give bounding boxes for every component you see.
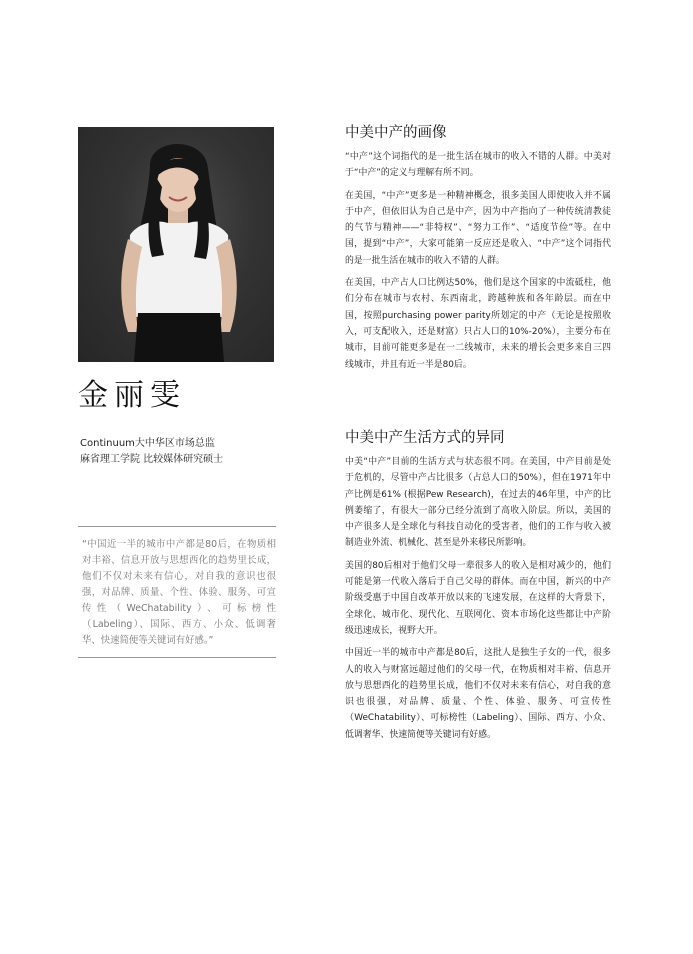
portrait-photo [78,127,274,362]
paragraph: 在美国，“中产”更多是一种精神概念，很多美国人即使收入并不属于中产，但依旧认为自己是中产，因为中产指向了一种传统清教徒的气节与精神——“非特权”、“努力工作”、“适度节俭”等。在中国，提到“中产”，大家可能第一反应还是收入、“中产”这个词指代的是一批生活在城市的收入不错的人群。 [345,190,611,266]
paragraph: 中国近一半的城市中产都是80后，这批人是独生子女的一代，很多人的收入与财富远超过他们的父母一代，在物质相对丰裕、信息开放与思想西化的趋势里长成，他们不仅对未来有信心，对自我的意识也很强，对品牌、质量、个性、体验、服务、可宣传性（WeChatability）、可标榜性（Labeling）、国际、西方、小众、低调奢华、快速简便等关键词有好感。 [345,648,611,740]
section-heading: 中美中产的画像 [345,125,447,141]
title-line-2: 麻省理工学院 比较媒体研究硕士 [80,454,224,465]
person-title [80,436,290,468]
section-portrait [345,123,611,379]
pull-quote-text: “中国近一半的城市中产都是80后，在物质相对丰裕、信息开放与思想西化的趋势里长成，他们不仅对未来有信心，对自我的意识也很强，对品牌、质量、个性、体验、服务、可宣传性（WeChatability）、可标榜性（Labeling）、国际、西方、小众、低调奢华、快速简便等关键词有好感。” [82,539,276,646]
portrait-illustration [78,127,274,362]
paragraph: 中美“中产”目前的生活方式与状态很不同。在美国，中产目前是处于危机的，尽管中产占比很多（占总人口的50%），但在1971年中产比例是61% (根据Pew Research)，在过去的46年里，中产的比例萎缩了，有很大一部分已经分流到了高收入阶层。所以，美国的中产很多人是全球化与科技自动化的受害者，他们的工作与收入被制造业外流、机械化、甚至是外来移民所影响。 [345,457,611,549]
section-lifestyle [345,428,611,749]
title-line-1: Continuum大中华区市场总监 [80,438,215,449]
section-heading: 中美中产生活方式的异同 [345,430,505,446]
pull-quote [78,526,276,658]
paragraph: 美国的80后相对于他们父母一辈很多人的收入是相对减少的，他们可能是第一代收入落后于自己父母的群体。而在中国，新兴的中产阶级受惠于中国自改革开放以来的飞速发展，在这样的大背景下，全球化、城市化、现代化、互联网化、资本市场化这些都让中产阶级迅速成长，视野大开。 [345,560,611,636]
paragraph: “中产”这个词指代的是一批生活在城市的收入不错的人群。中美对于“中产”的定义与理解有所不同。 [345,152,611,179]
paragraph: 在美国，中产占人口比例达50%，他们是这个国家的中流砥柱，他们分布在城市与农村、东西南北，跨越种族和各年龄层。而在中国，按照purchasing power parity所划定的中产（无论是按照收入，可支配收入，还是财富）只占人口的10%-20%），主要分布在城市，目前可能更多是在一二线城市，未来的增长会更多来自三四线城市，并且有近一半是80后。 [345,278,611,370]
person-name: 金丽雯 [78,378,186,413]
